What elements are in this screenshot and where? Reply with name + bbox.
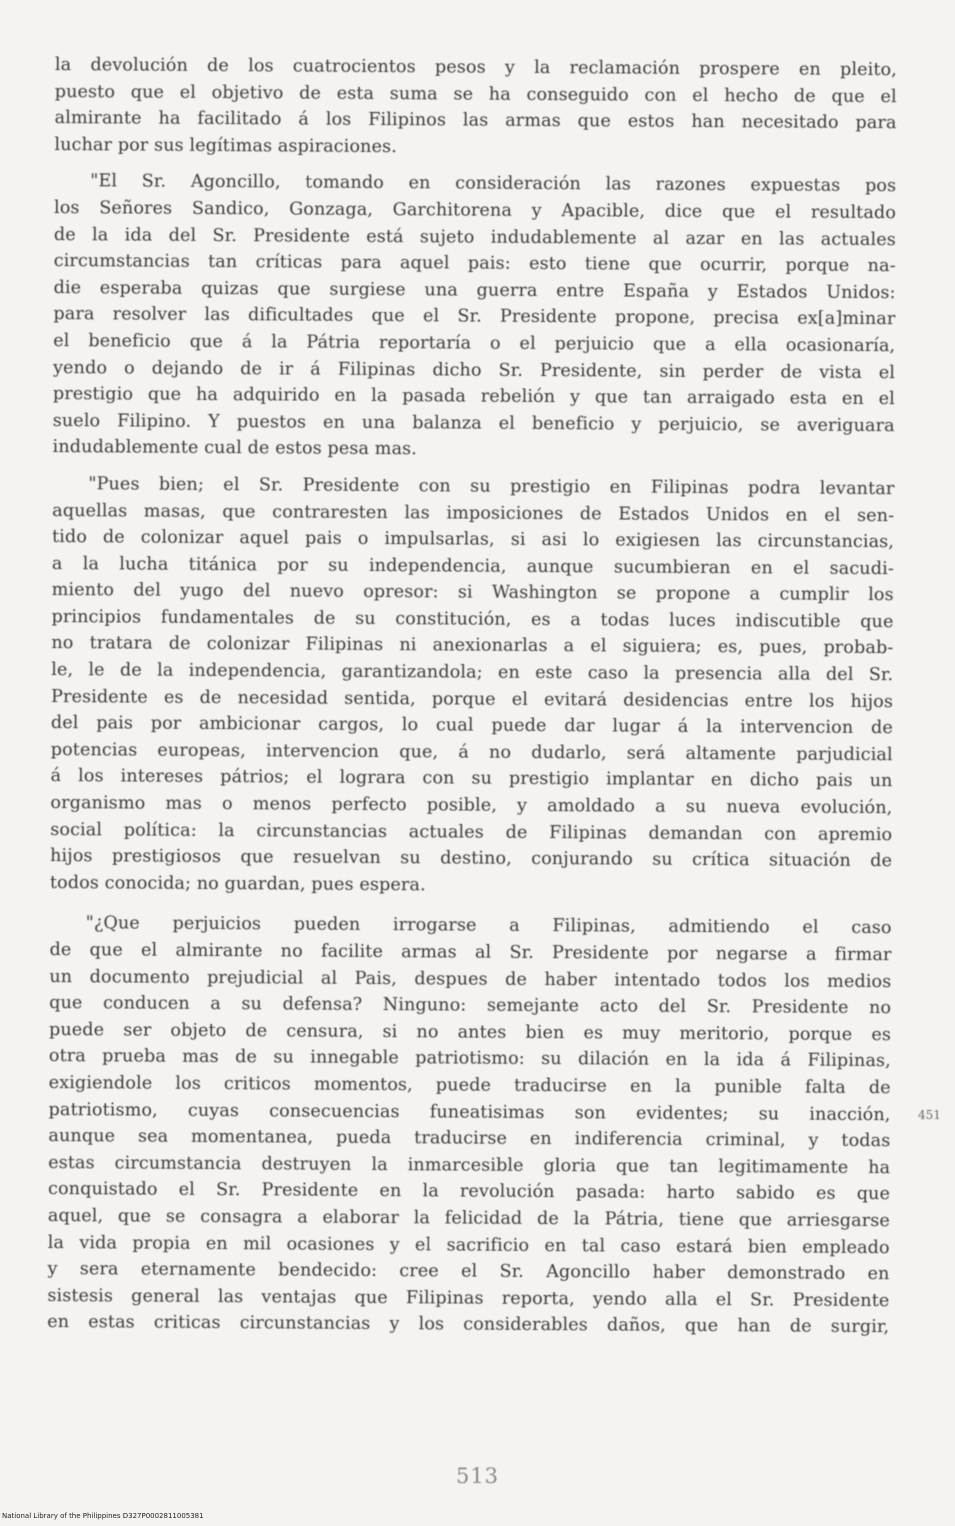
text-line: á los intereses pátrios; el lograra con su prestigio implantar en dicho pais un bbox=[50, 766, 893, 792]
text-line: hijos prestigiosos que resuelvan su destino, conjurando su crítica situación de bbox=[50, 846, 893, 872]
text-line: puede ser objeto de censura, si no antes bien es muy meritorio, porque es bbox=[48, 1019, 892, 1045]
text-line: principios fundamentales de su constitución, es a todas luces indiscutible que bbox=[51, 606, 894, 633]
text-line: indudablemente cual de estos pesa mas. bbox=[52, 437, 418, 460]
text-line: le, le de la independencia, garantizandola; en este caso la presencia alla del Sr. bbox=[51, 660, 894, 686]
text-line: Presidente es de necesidad sentida, porque el evitará desidencias entre los hijos bbox=[51, 686, 894, 712]
text-line: conquistado el Sr. Presidente en la revolución pasada: harto sabido es que bbox=[47, 1179, 891, 1205]
paragraph-1 bbox=[54, 52, 897, 164]
text-line: y sera eternamente bendecido: cree el Sr. Agoncillo haber demonstrado en bbox=[47, 1259, 890, 1285]
text-line: tido de colonizar aquel pais o impulsarlas, si asi lo exigiesen las circunstancias, bbox=[51, 527, 895, 553]
text-line: los Señores Sandico, Gonzaga, Garchitorena y Apacible, dice que el resultado bbox=[53, 197, 897, 224]
text-line: prestigio que ha adquirido en la pasada rebelión y que tan arraigado esta en el bbox=[52, 384, 895, 410]
text-line: exigiendole los criticos momentos, puede traducirse en la punible falta de bbox=[48, 1072, 891, 1099]
text-line: aunque sea momentanea, pueda traducirse en indiferencia criminal, y todas bbox=[48, 1126, 891, 1152]
text-line: almirante ha facilitado á los Filipinos las armas que estos han necesitado para bbox=[54, 108, 897, 134]
text-line: un documento prejudicial al Pais, despues de haber intentado todos los medios bbox=[49, 966, 892, 992]
text-line: no tratara de colonizar Filipinas ni anexionarlas a el siguiera; es, pues, probab- bbox=[51, 633, 894, 659]
text-line: aquellas masas, que contraresten las imposiciones de Estados Unidos en el sen- bbox=[52, 500, 895, 526]
text-line: que conducen a su defensa? Ninguno: semejante acto del Sr. Presidente no bbox=[49, 993, 892, 1019]
text-line: la devolución de los cuatrocientos pesos y la reclamación prospere en pleito, bbox=[54, 54, 897, 81]
text-line: la vida propia en mil ocasiones y el sacrificio en tal caso estará bien empleado bbox=[47, 1232, 890, 1258]
text-line: otra prueba mas de su innegable patriotismo: su dilación en la ida á Filipinas, bbox=[48, 1046, 891, 1072]
text-line: suelo Filipino. Y puestos en una balanza el beneficio y perjuicio, se averiguara bbox=[52, 410, 895, 436]
text-line: luchar por sus legítimas aspiraciones. bbox=[54, 134, 397, 157]
text-line: "El Sr. Agoncillo, tomando en consideración las razones expuestas pos bbox=[90, 171, 897, 197]
text-line: en estas criticas circunstancias y los considerables daños, que han de surgir, bbox=[47, 1312, 890, 1338]
text-line: de la ida del Sr. Presidente está sujeto indudablemente al azar en las actuales bbox=[53, 224, 896, 250]
text-line: todos conocida; no guardan, pues espera. bbox=[49, 872, 426, 896]
paragraph-2 bbox=[53, 168, 897, 466]
footer-credit: National Library of the Philippines D327P0002811005381 bbox=[2, 1512, 204, 1520]
text-line: "¿Que perjuicios pueden irrogarse a Filipinas, admitiendo el caso bbox=[85, 913, 892, 939]
page-number: 513 bbox=[455, 1464, 500, 1488]
paragraph-3 bbox=[50, 471, 895, 902]
text-line: a la lucha titánica por su independencia, aunque sucumbieran en el sacudi- bbox=[51, 553, 894, 579]
text-line: potencias europeas, intervencion que, á no dudarlo, será altamente parjudicial bbox=[50, 739, 893, 765]
text-line: social política: la circunstancias actuales de Filipinas demandan con apremio bbox=[50, 819, 893, 845]
text-line: de que el almirante no facilite armas al Sr. Presidente por negarse a firmar bbox=[49, 939, 892, 966]
text-line: yendo o dejando de ir á Filipinas dicho Sr. Presidente, sin perder de vista el bbox=[53, 357, 896, 383]
text-line: puesto que el objetivo de esta suma se ha conseguido con el hecho de que el bbox=[54, 81, 897, 107]
text-line: die esperaba quizas que surgiese una guerra entre España y Estados Unidos: bbox=[53, 277, 896, 303]
text-line: "Pues bien; el Sr. Presidente con su prestigio en Filipinas podra levantar bbox=[88, 474, 895, 500]
paragraph-4 bbox=[47, 910, 892, 1341]
document-body bbox=[47, 52, 897, 1351]
text-line: circumstancias tan críticas para aquel pais: esto tiene que ocurrir, porque na- bbox=[53, 251, 896, 277]
text-line: miento del yugo del nuevo opresor: si Washington se propone a cumplir los bbox=[51, 580, 894, 606]
text-line: organismo mas o menos perfecto posible, y amoldado a su nueva evolución, bbox=[50, 793, 893, 819]
text-line: el beneficio que á la Pátria reportaría o el perjuicio que a ella ocasionaría, bbox=[53, 330, 896, 357]
margin-note: 451 bbox=[918, 1108, 941, 1122]
text-line: patriotismo, cuyas consecuencias funeatisimas son evidentes; su inacción, bbox=[48, 1099, 891, 1125]
text-line: para resolver las dificultades que el Sr. Presidente propone, precisa ex[a]minar bbox=[53, 304, 896, 330]
text-line: aquel, que se consagra a elaborar la felicidad de la Pátria, tiene que arriesgarse bbox=[47, 1205, 890, 1232]
text-line: del pais por ambicionar cargos, lo cual puede dar lugar á la intervencion de bbox=[50, 713, 893, 739]
text-line: estas circumstancia destruyen la inmarcesible gloria que tan legitimamente ha bbox=[48, 1152, 891, 1178]
text-line: sistesis general las ventajas que Filipinas reporta, yendo alla el Sr. Presidente bbox=[47, 1285, 890, 1311]
